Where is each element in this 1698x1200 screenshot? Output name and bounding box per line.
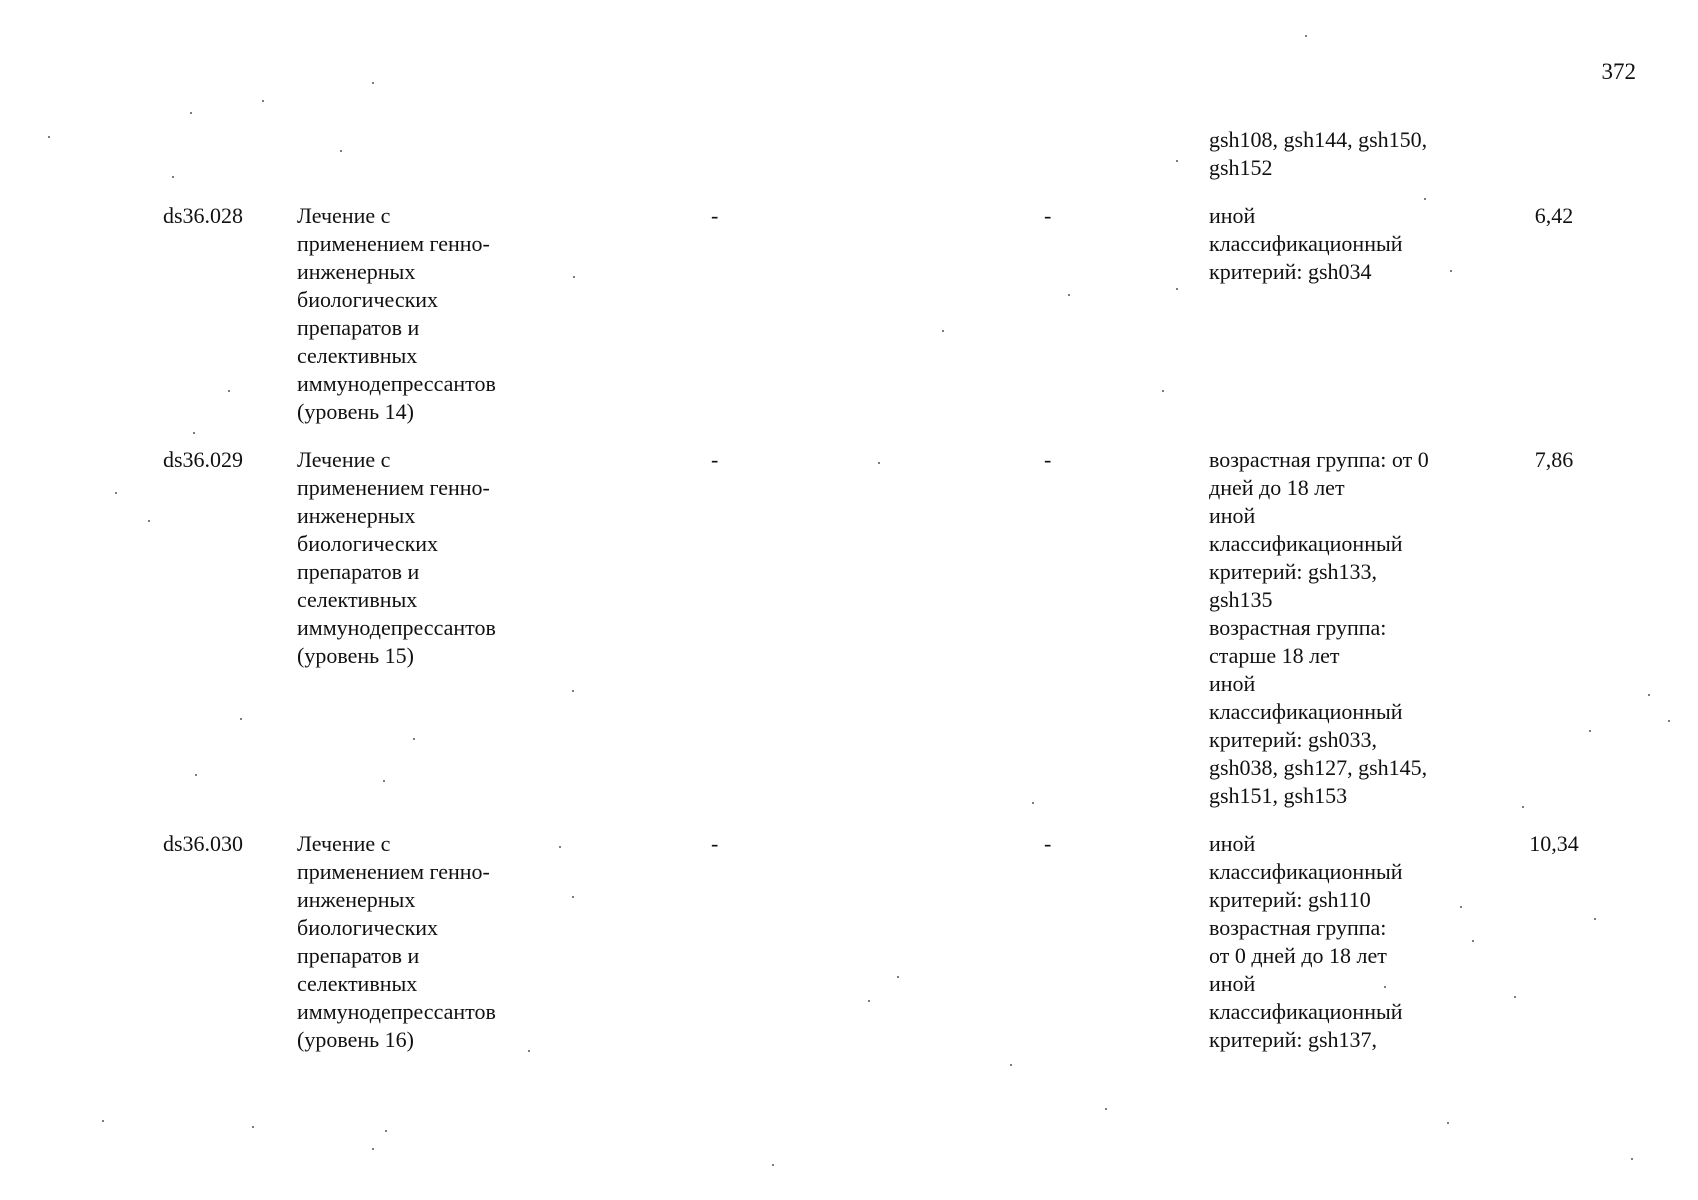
criteria-line: критерий: gsh034 [1209,259,1372,284]
scan-speck [262,100,264,102]
scan-speck [385,1130,387,1132]
name-line: иммунодепрессантов [297,615,496,640]
scan-speck [1105,1108,1107,1110]
scan-speck [1162,390,1164,392]
scan-speck [772,1164,774,1166]
scan-speck [413,738,415,740]
empty-dash: - [711,447,719,472]
criteria-line: gsh151, gsh153 [1209,783,1348,808]
scan-speck [115,492,117,494]
criteria-line: критерий: gsh110 [1209,887,1371,912]
scan-speck [1424,198,1426,200]
scan-speck [372,1148,374,1150]
name-line: препаратов и [297,943,420,968]
scan-speck [1305,35,1307,37]
criteria-line: классификационный [1209,859,1403,884]
scan-speck [572,690,574,692]
name-line: (уровень 14) [297,399,414,424]
group-name [297,202,567,426]
criteria-line: классификационный [1209,231,1403,256]
criteria-line: gsh135 [1209,587,1273,612]
criteria-line: иной [1209,503,1256,528]
scan-speck [1648,694,1650,696]
scan-speck [148,520,150,522]
criteria-line: gsh152 [1209,155,1273,180]
scan-speck [1032,802,1034,804]
criteria-line: от 0 дней до 18 лет [1209,943,1387,968]
name-line: инженерных [297,887,416,912]
scan-speck [383,780,385,782]
scan-speck [1472,940,1474,942]
scan-speck [1384,986,1386,988]
empty-dash: - [1044,831,1052,856]
empty-dash: - [711,203,719,228]
name-line: применением генно- [297,475,490,500]
scan-speck [868,1000,870,1002]
continuation-criteria [1209,126,1494,182]
scan-speck [240,718,242,720]
name-line: препаратов и [297,559,420,584]
scan-speck [1631,1158,1633,1160]
classification-criteria [1209,830,1494,1054]
scan-speck [1668,720,1670,722]
scan-speck [172,176,174,178]
page-number: 372 [1601,59,1636,84]
scan-speck [228,390,230,392]
name-line: селективных [297,971,418,996]
name-line: (уровень 15) [297,643,414,668]
scan-speck [1176,160,1178,162]
scan-speck [1514,996,1516,998]
scan-speck [1176,288,1178,290]
criteria-line: иной [1209,671,1256,696]
name-line: Лечение с [297,447,391,472]
name-line: селективных [297,343,418,368]
scan-speck [1010,1064,1012,1066]
name-line: иммунодепрессантов [297,371,496,396]
scan-speck [340,150,342,152]
scan-speck [102,1120,104,1122]
scan-speck [252,1126,254,1128]
scan-speck [1589,730,1591,732]
criteria-line: иной [1209,203,1256,228]
name-line: применением генно- [297,231,490,256]
criteria-line: классификационный [1209,531,1403,556]
name-line: биологических [297,287,439,312]
scan-speck [897,976,899,978]
criteria-line: gsh038, gsh127, gsh145, [1209,755,1428,780]
scan-speck [190,112,192,114]
criteria-line: критерий: gsh033, [1209,727,1378,752]
scan-speck [195,774,197,776]
coefficient: 7,86 [1534,447,1574,472]
classification-criteria [1209,202,1494,286]
criteria-line: возрастная группа: [1209,915,1387,940]
scan-speck [942,330,944,332]
criteria-line: возрастная группа: от 0 [1209,447,1429,472]
name-line: Лечение с [297,831,391,856]
scan-speck [1068,294,1070,296]
name-line: применением генно- [297,859,490,884]
scan-speck [1460,906,1462,908]
scan-speck [193,432,195,434]
name-line: биологических [297,531,439,556]
criteria-line: старше 18 лет [1209,643,1340,668]
name-line: биологических [297,915,439,940]
name-line: иммунодепрессантов [297,999,496,1024]
name-line: препаратов и [297,315,420,340]
empty-dash: - [711,831,719,856]
scan-speck [48,136,50,138]
name-line: Лечение с [297,203,391,228]
criteria-line: gsh108, gsh144, gsh150, [1209,127,1428,152]
criteria-line: классификационный [1209,999,1403,1024]
criteria-line: критерий: gsh133, [1209,559,1378,584]
scan-speck [372,82,374,84]
group-code: ds36.030 [163,831,244,856]
criteria-line: иной [1209,831,1256,856]
criteria-line: классификационный [1209,699,1403,724]
scan-speck [878,462,880,464]
coefficient: 6,42 [1534,203,1574,228]
empty-dash: - [1044,203,1052,228]
criteria-line: критерий: gsh137, [1209,1027,1378,1052]
scan-speck [559,846,561,848]
scan-speck [1450,270,1452,272]
group-code: ds36.029 [163,447,244,472]
name-line: селективных [297,587,418,612]
criteria-line: дней до 18 лет [1209,475,1345,500]
scan-speck [528,1050,530,1052]
scan-speck [573,276,575,278]
scan-speck [572,896,574,898]
group-code: ds36.028 [163,203,244,228]
classification-criteria [1209,446,1494,810]
empty-dash: - [1044,447,1052,472]
scan-speck [1594,918,1596,920]
name-line: инженерных [297,503,416,528]
scan-speck [1522,806,1524,808]
scan-speck [1447,1122,1449,1124]
name-line: инженерных [297,259,416,284]
group-name [297,446,567,670]
criteria-line: иной [1209,971,1256,996]
name-line: (уровень 16) [297,1027,414,1052]
coefficient: 10,34 [1529,831,1579,856]
group-name [297,830,567,1054]
criteria-line: возрастная группа: [1209,615,1387,640]
